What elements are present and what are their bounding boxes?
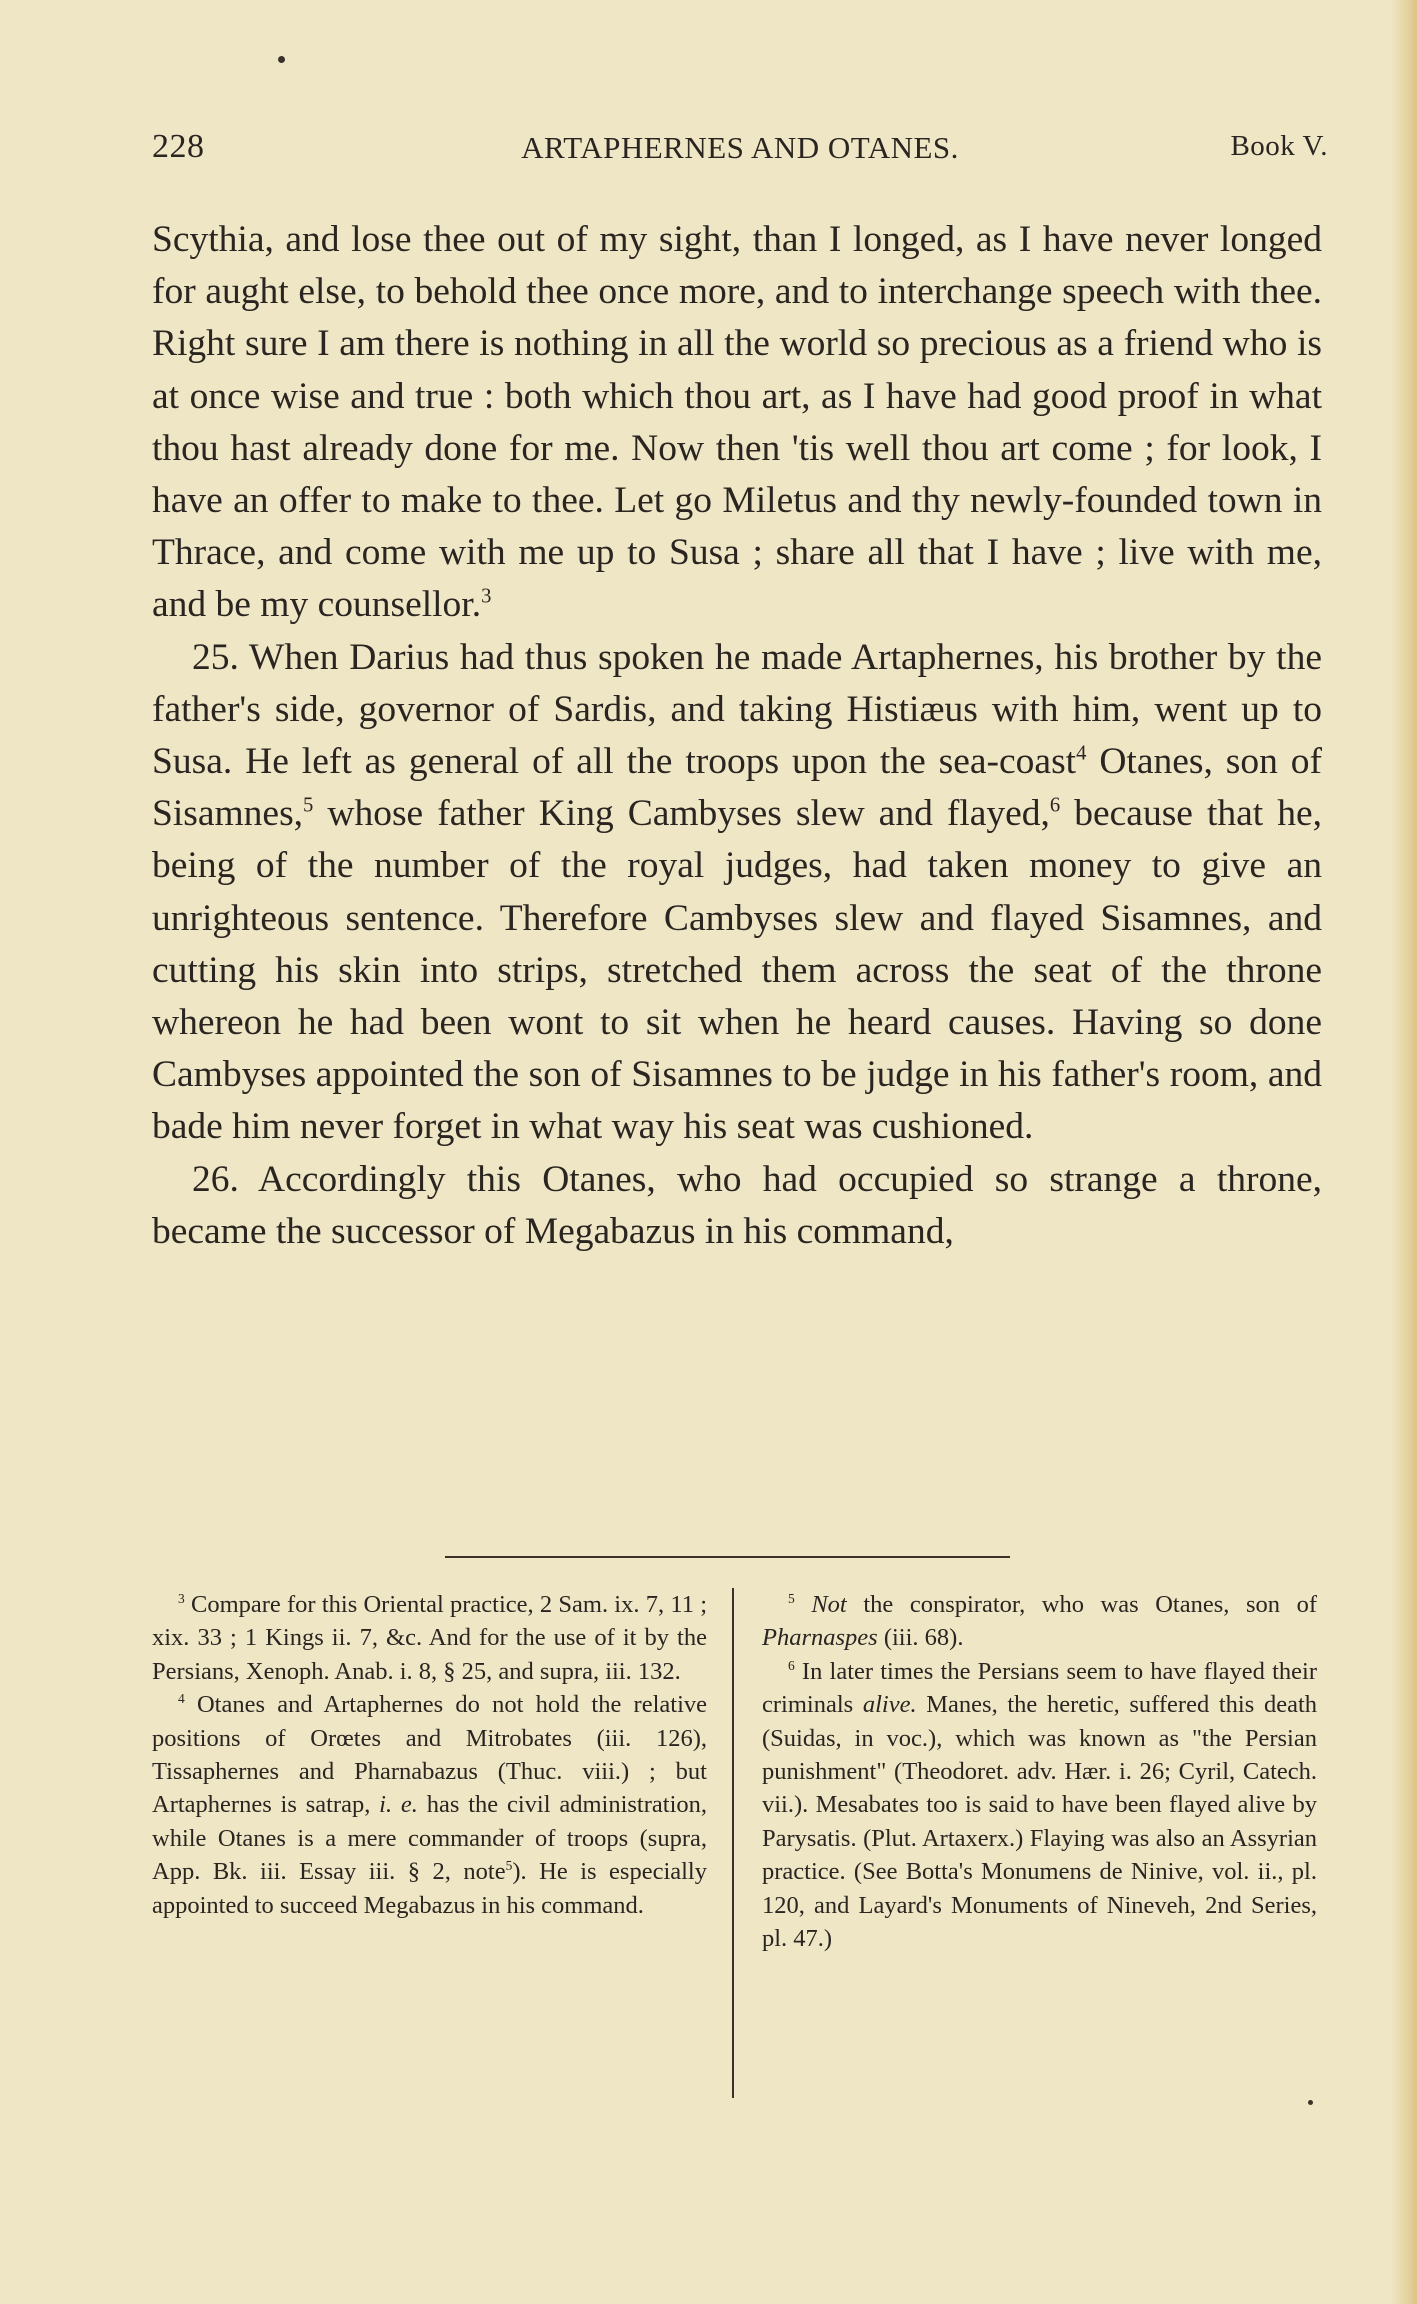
footnote-ref: 6: [1049, 794, 1061, 817]
book-label: Book V.: [1230, 130, 1328, 162]
footnote-column-right: [762, 1588, 1317, 1955]
running-header: [152, 128, 1328, 174]
footnote-5: $^5$ Not the conspirator, who was Otanes, son of Pharnaspes (iii. 68).: [762, 1590, 1318, 1652]
footnote-ref: 4: [1076, 742, 1087, 765]
running-title: ARTAPHERNES AND OTANES.: [521, 130, 959, 165]
footnote-4: $^4$ Otanes and Artaphernes do not hold the relative positions of Orœtes and Mitrobates (iii. 126), Tissaphernes and Pharnabazus (Thuc. viii.) ; but Artaphernes is satrap, i. e. has the civil administration, while Otanes is a mere commander of troops (supra, App. Bk. iii. Essay iii. § 2, note$^5$). He is especially appointed to succeed Megabazus in his command.: [152, 1691, 707, 1919]
paragraph-26: 26. Accordingly this Otanes, who had occupied so strange a throne, became the successor of Megabazus in his command,: [152, 1158, 1322, 1252]
main-text: [152, 214, 1322, 1258]
footnote-ref: 5: [303, 794, 314, 817]
footnote-rule: [445, 1556, 1010, 1558]
footnote-column-divider: [732, 1588, 734, 2098]
footnote-6: $^6$ In later times the Persians seem to have flayed their criminals alive. Manes, the heretic, suffered this death (Suidas, in voc.), which was known as "the Persian punishment" (Theodoret. adv. Hær. i. 26; Cyril, Catech. vii.). Mesabates too is said to have been flayed alive by Parysatis. (Plut. Artaxerx.) Flaying was also an Assyrian practice. (See Botta's Monumens de Ninive, vol. ii., pl. 120, and Layard's Monuments of Nineveh, 2nd Series, pl. 47.): [762, 1657, 1317, 1953]
footnotes: [152, 1588, 1322, 2100]
footnote-ref: 3: [481, 585, 492, 608]
footnote-column-left: [152, 1588, 707, 1922]
paragraph: Scythia, and lose thee out of my sight, than I longed, as I have never longed for aught else, to behold thee once more, and to interchange speech with thee. Right sure I am there is nothing in all the world so precious as a friend who is at once wise and true : both which thou art, as I have had good proof in what thou hast already done for me. Now then 'tis well thou art come ; for look, I have an offer to make to thee. Let go Miletus and thy newly-founded town in Thrace, and come with me up to Susa ; share all that I have ; live with me, and be my counsellor.$^3$: [152, 219, 1322, 626]
footnote-3: $^3$ Compare for this Oriental practice, 2 Sam. ix. 7, 11 ; xix. 33 ; 1 Kings ii. 7, &c. And for the use of it by the Persians, Xenoph. Anab. i. 8, § 25, and supra, iii. 132.: [152, 1590, 707, 1685]
ink-speck: [278, 56, 285, 63]
page-edge: [1391, 0, 1417, 2304]
paragraph-25: 25. When Darius had thus spoken he made Artaphernes, his brother by the father's side, governor of Sardis, and taking Histiæus with him, went up to Susa. He left as general of all the troops upon the sea-coast$^4$ Otanes, son of Sisamnes,$^5$ whose father King Cambyses slew and flayed,$^6$ because that he, being of the number of the royal judges, had taken money to give an unrighteous sentence. Therefore Cambyses slew and flayed Sisamnes, and cutting his skin into strips, stretched them across the seat of the throne whereon he had been wont to sit when he heard causes. Having so done Cambyses appointed the son of Sisamnes to be judge in his father's room, and bade him never forget in what way his seat was cushioned.: [152, 636, 1322, 1148]
page-number: 228: [152, 128, 205, 165]
ink-speck: [1308, 2100, 1313, 2105]
